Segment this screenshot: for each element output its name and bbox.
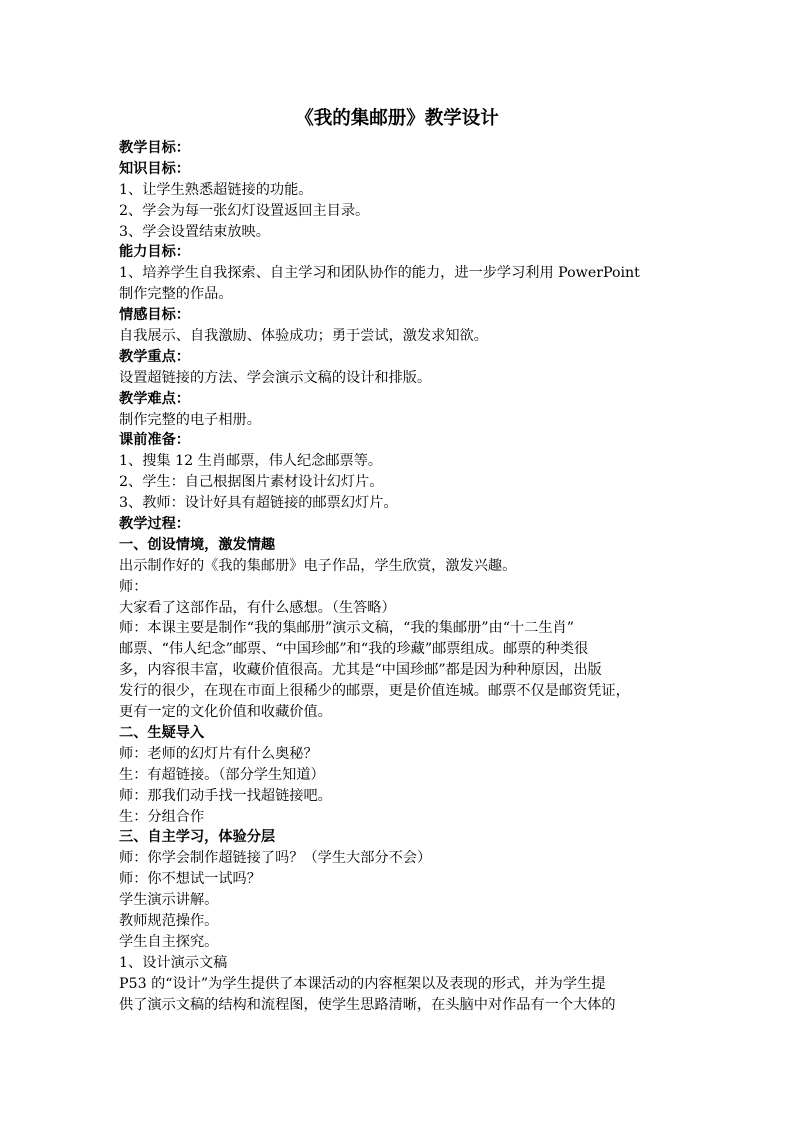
section-heading: 一、创设情境，激发情趣 (119, 536, 276, 553)
section-heading: 情感目标： (119, 307, 190, 324)
paragraph-line: 教师规范操作。 (119, 912, 219, 929)
paragraph-line: 出示制作好的《我的集邮册》电子作品，学生欣赏，激发兴趣。 (119, 557, 517, 574)
paragraph-line: 大家看了这部作品，有什么感想。（生答略） (119, 599, 396, 616)
paragraph-line: 更有一定的文化价值和收藏价值。 (119, 704, 332, 721)
paragraph-line: 发行的很少，在现在市面上很稀少的邮票，更是价值连城。邮票不仅是邮资凭证， (119, 683, 630, 700)
paragraph-line: 设置超链接的方法、学会演示文稿的设计和排版。 (119, 369, 432, 386)
paragraph-line: 3、学会设置结束放映。 (119, 223, 270, 240)
paragraph-line: 制作完整的作品。 (119, 286, 233, 303)
section-heading: 教学难点： (119, 390, 190, 407)
paragraph-line: 师：本课主要是制作“我的集邮册”演示文稿，“我的集邮册”由“十二生肖” (119, 620, 574, 637)
section-heading: 教学目标： (119, 140, 190, 156)
paragraph-line: 生：有超链接。（部分学生知道） (119, 766, 325, 783)
paragraph-line: P53 的“设计”为学生提供了本课活动的内容框架以及表现的形式，并为学生提 (119, 975, 606, 992)
paragraph-line: 1、让学生熟悉超链接的功能。 (119, 181, 313, 198)
paragraph-line: 学生自主探究。 (119, 933, 219, 950)
paragraph-line: 3、教师：设计好具有超链接的邮票幻灯片。 (119, 495, 398, 512)
paragraph-line: 供了演示文稿的结构和流程图，使学生思路清晰，在头脑中对作品有一个大体的 (119, 996, 616, 1013)
paragraph-line: 师： (119, 578, 148, 595)
paragraph-line: 2、学会为每一张幻灯设置返回主目录。 (119, 202, 370, 219)
paragraph-line: 邮票、“伟人纪念”邮票、“中国珍邮”和“我的珍藏”邮票组成。邮票的种类很 (119, 641, 589, 658)
section-heading: 教学重点： (119, 348, 190, 365)
document-title: 《我的集邮册》教学设计 (295, 108, 499, 129)
paragraph-line: 自我展示、自我激励、体验成功；勇于尝试，激发求知欲。 (119, 328, 488, 345)
document-body (119, 138, 675, 1015)
paragraph-line: 1、搜集 12 生肖邮票，伟人纪念邮票等。 (119, 453, 383, 470)
section-heading: 二、生疑导入 (119, 724, 205, 741)
paragraph-line: 师：老师的幻灯片有什么奥秘？ (119, 745, 318, 762)
section-heading: 三、自主学习，体验分层 (119, 829, 276, 846)
paragraph-line: 1、设计演示文稿 (119, 954, 228, 971)
paragraph-line: 师：你学会制作超链接了吗？（学生大部分不会） (119, 850, 432, 867)
paragraph-line: 学生演示讲解。 (119, 892, 219, 909)
paragraph-line: 师：那我们动手找一找超链接吧。 (119, 787, 332, 804)
section-heading: 能力目标： (119, 244, 190, 261)
section-heading: 教学过程： (119, 516, 190, 533)
section-heading: 知识目标： (119, 160, 190, 177)
paragraph-line: 多，内容很丰富，收藏价值很高。尤其是“中国珍邮”都是因为种种原因，出版 (119, 662, 602, 679)
section-heading: 课前准备： (119, 432, 190, 449)
paragraph-line: 2、学生：自己根据图片素材设计幻灯片。 (119, 474, 384, 491)
paragraph-line: 1、培养学生自我探索、自主学习和团队协作的能力，进一步学习利用 PowerPoint (119, 265, 640, 282)
paragraph-line: 生：分组合作 (119, 808, 205, 825)
paragraph-line: 师：你不想试一试吗？ (119, 871, 261, 888)
paragraph-line: 制作完整的电子相册。 (119, 411, 261, 428)
